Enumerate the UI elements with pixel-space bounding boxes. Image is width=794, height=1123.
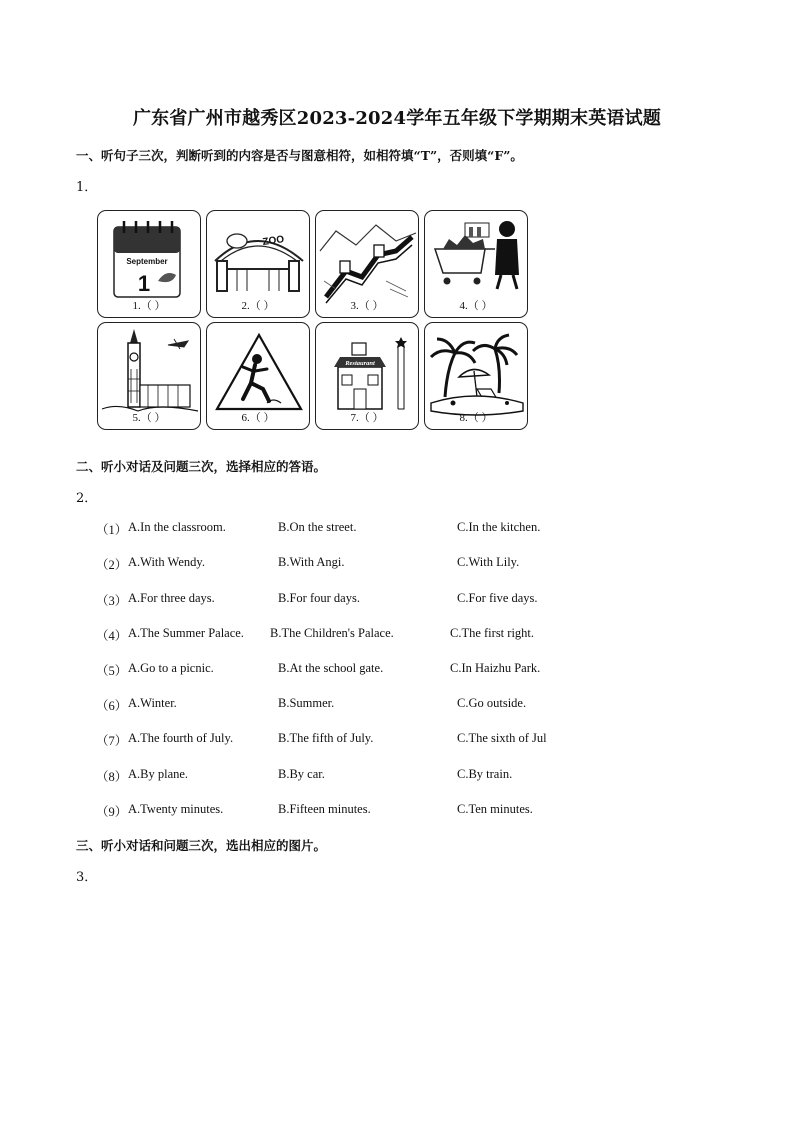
restaurant-sign-text: Restaurant (345, 360, 375, 367)
picture-cell-8 (424, 322, 528, 430)
option-b: B.At the school gate. (278, 661, 384, 675)
question-number: （9） (96, 805, 128, 819)
picture-cell-3 (315, 210, 419, 318)
section-1-heading: 一、听句子三次，判断听到的内容是否与图意相符，如相符填“T”，否则填“F”。 (76, 148, 523, 163)
zoo-sign-text: ZOO (261, 234, 285, 248)
option-a: A.For three days. (128, 591, 215, 605)
picture-label-2: 2.（ ） (241, 300, 275, 312)
question-number: （4） (96, 629, 128, 643)
option-c: C.The sixth of Jul (457, 731, 547, 745)
option-c: C.In Haizhu Park. (450, 661, 541, 675)
option-c: C.By train. (457, 767, 513, 781)
picture-label-7: 7.（ ） (350, 412, 384, 424)
picture-label-8: 8.（ ） (459, 412, 493, 424)
picture-label-5: 5.（ ） (132, 412, 166, 424)
option-a: A.By plane. (128, 767, 189, 781)
picture-cell-1 (97, 210, 201, 318)
question-number: （8） (96, 770, 128, 784)
option-c: C.Go outside. (457, 696, 527, 710)
option-a: A.The Summer Palace. (128, 626, 244, 640)
picture-cell-6 (206, 322, 310, 430)
option-a: A.The fourth of July. (128, 731, 234, 745)
question-1-number: 1． (76, 180, 98, 195)
option-b: B.For four days. (278, 591, 360, 605)
option-a: A.With Wendy. (128, 555, 205, 569)
question-number: （3） (96, 594, 128, 608)
question-number: （1） (96, 523, 128, 537)
option-c: C.With Lily. (457, 555, 520, 569)
picture-grid (97, 210, 529, 438)
option-b: B.The Children's Palace. (270, 626, 394, 640)
picture-cell-7 (315, 322, 419, 430)
option-c: C.Ten minutes. (457, 802, 533, 816)
option-b: B.Fifteen minutes. (278, 802, 371, 816)
picture-label-4: 4.（ ） (459, 300, 493, 312)
question-number: （2） (96, 558, 128, 572)
picture-label-1: 1.（ ） (132, 300, 166, 312)
option-b: B.With Angi. (278, 555, 345, 569)
option-a: A.In the classroom. (128, 520, 226, 534)
picture-cell-4 (424, 210, 528, 318)
picture-label-6: 6.（ ） (241, 412, 275, 424)
section-3-heading: 三、听小对话和问题三次，选出相应的图片。 (76, 838, 327, 853)
calendar-month-text: September (126, 257, 168, 266)
question-number: （5） (96, 664, 128, 678)
option-a: A.Twenty minutes. (128, 802, 224, 816)
section-2-heading: 二、听小对话及问题三次，选择相应的答语。 (76, 459, 327, 474)
option-a: A.Winter. (128, 696, 177, 710)
question-3-number: 3． (76, 870, 98, 885)
option-b: B.The fifth of July. (278, 731, 374, 745)
picture-cell-5 (97, 322, 201, 430)
option-b: B.By car. (278, 767, 325, 781)
option-a: A.Go to a picnic. (128, 661, 214, 675)
page-title: 广东省广州市越秀区2023-2024学年五年级下学期期末英语试题 (132, 108, 662, 129)
calendar-day-text: 1 (137, 271, 151, 296)
question-2-number: 2． (76, 491, 98, 506)
picture-label-3: 3.（ ） (350, 300, 384, 312)
option-b: B.Summer. (278, 696, 335, 710)
question-number: （7） (96, 734, 128, 748)
option-c: C.In the kitchen. (457, 520, 541, 534)
picture-cell-2 (206, 210, 310, 318)
question-number: （6） (96, 699, 128, 713)
option-c: C.For five days. (457, 591, 538, 605)
option-b: B.On the street. (278, 520, 357, 534)
option-c: C.The first right. (450, 626, 535, 640)
